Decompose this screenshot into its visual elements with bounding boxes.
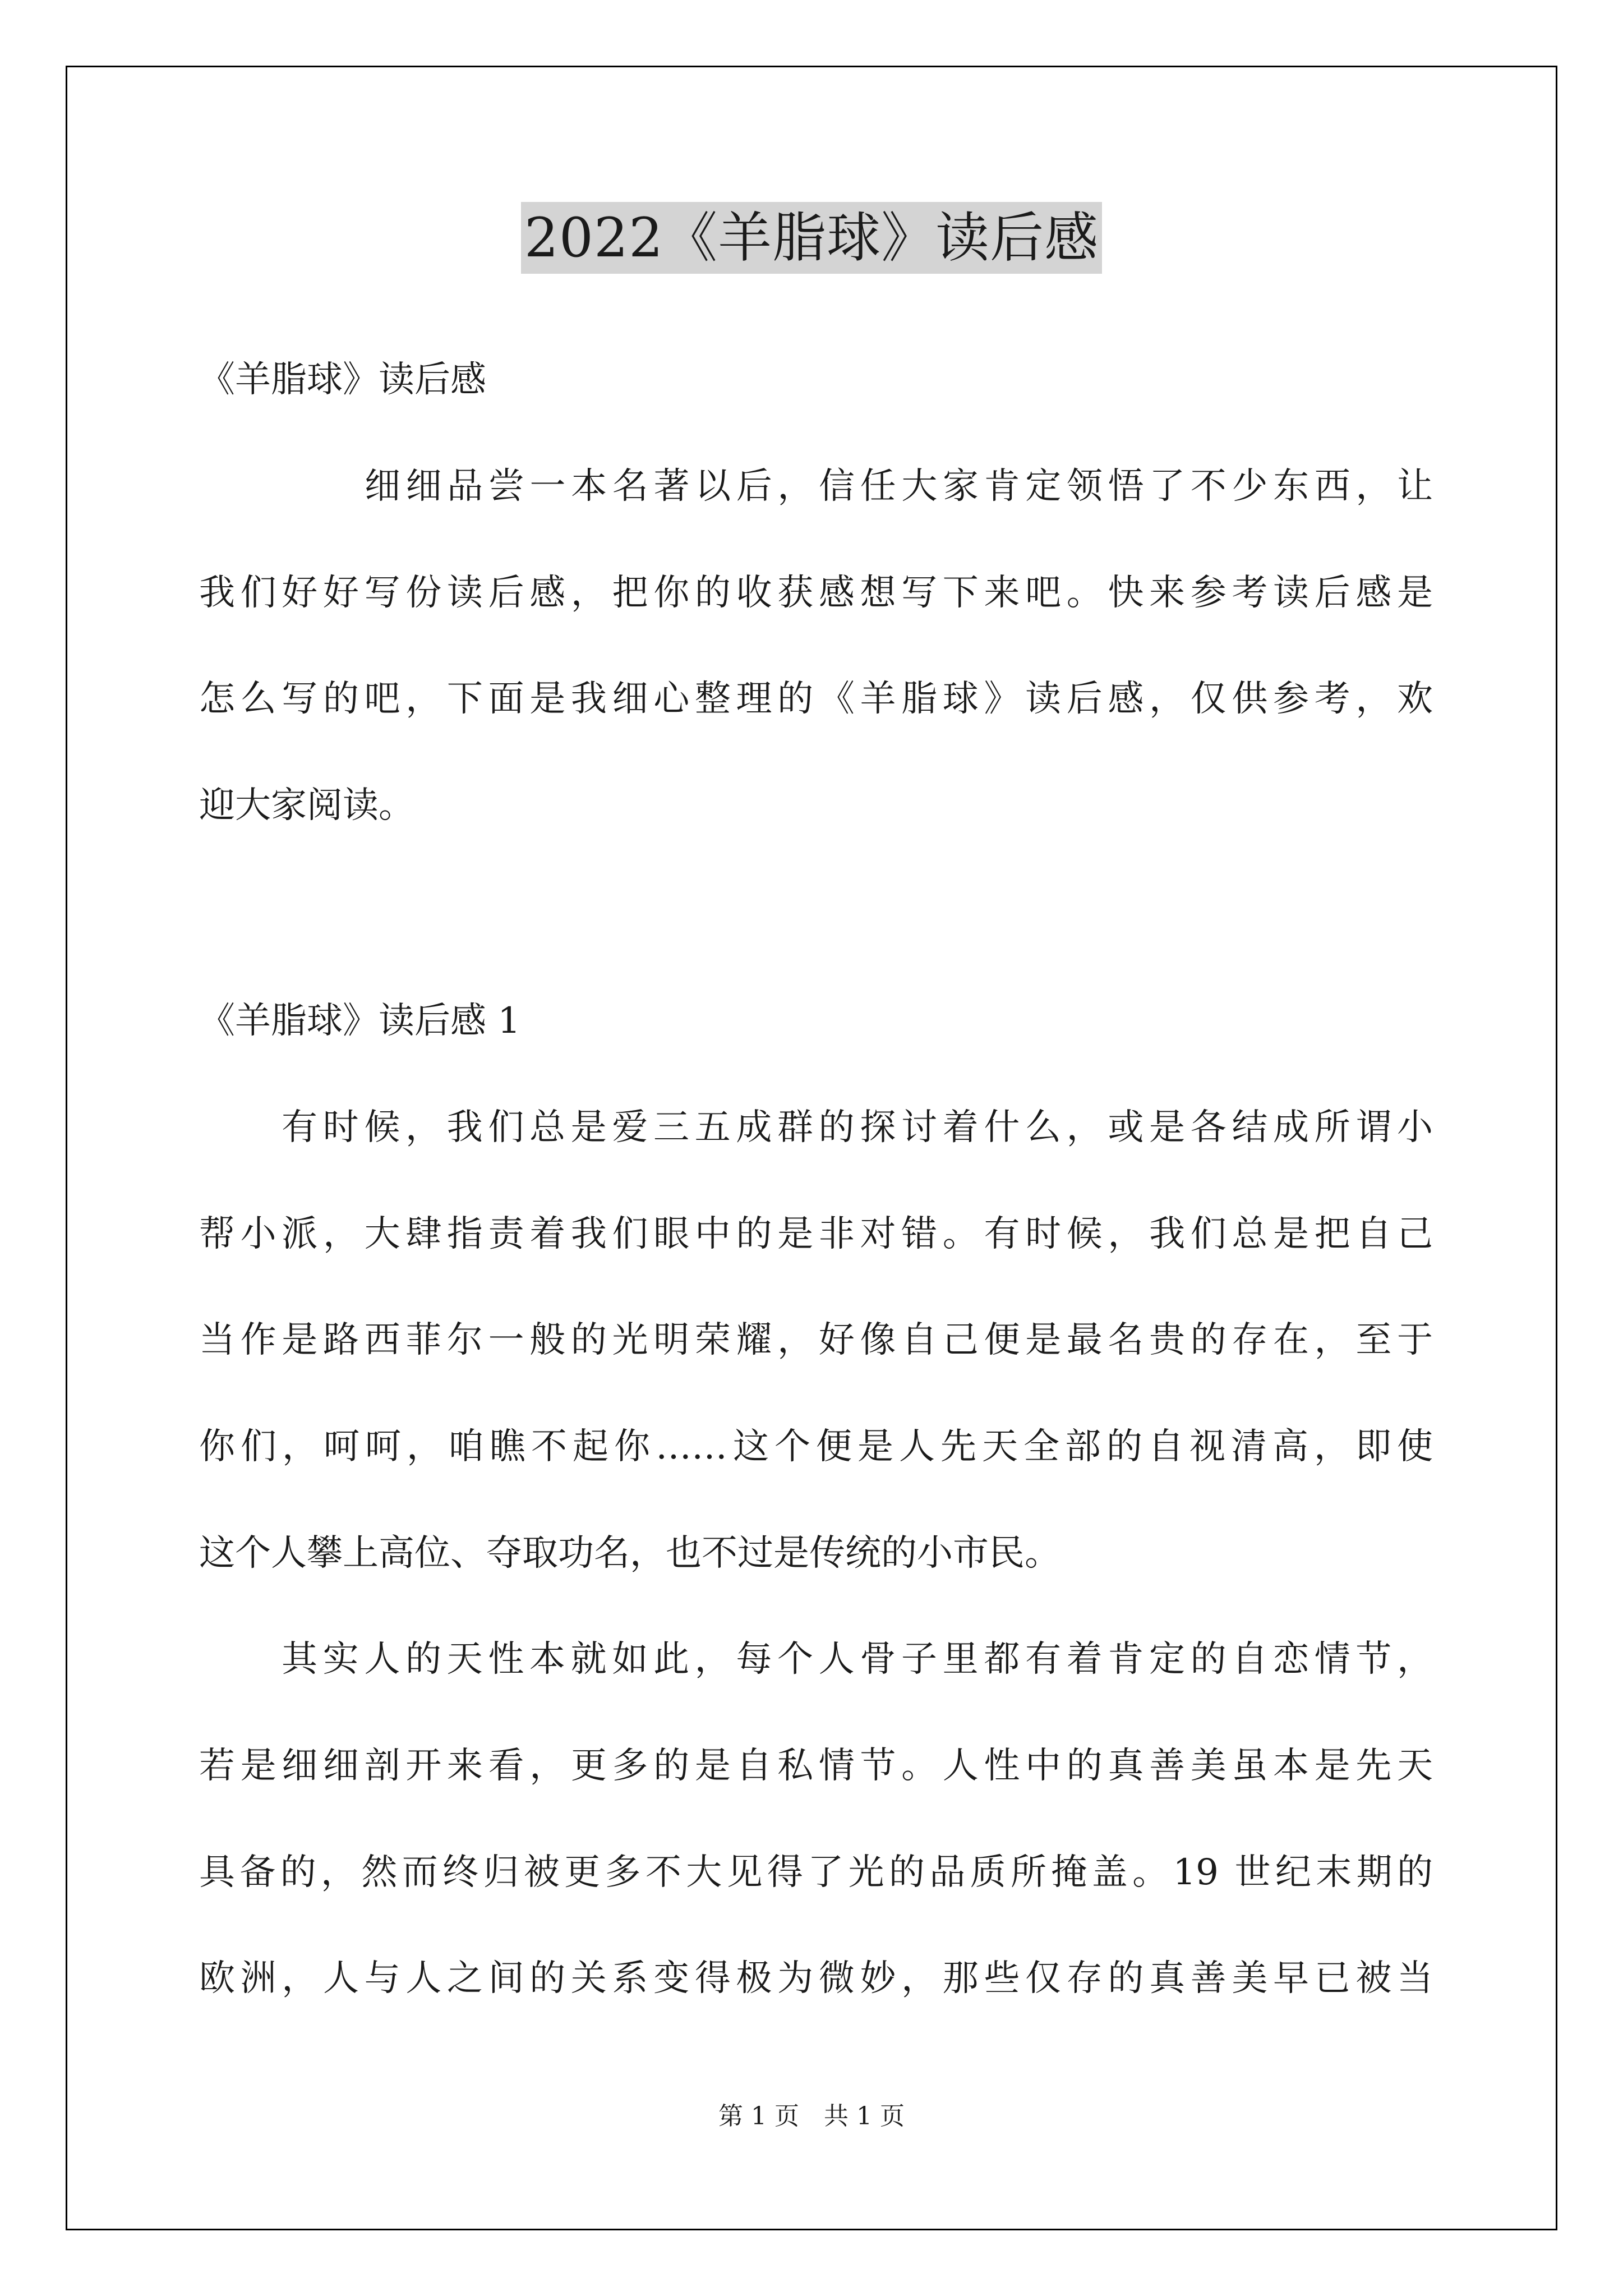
intro-line-4: 迎大家阅读。 [199,785,414,826]
para2-line-2: 若是细细剖开来看，更多的是自私情节。人性中的真善美虽本是先天 [199,1745,1433,1787]
para2-line-1: 其实人的天性本就如此，每个人骨子里都有着肯定的自恋情节， [282,1639,1433,1680]
para1-line-3: 当作是路西菲尔一般的光明荣耀，好像自己便是最名贵的存在，至于 [199,1319,1433,1361]
document-title: 2022《羊脂球》读后感 [521,202,1102,274]
para1-line-4: 你们，呵呵，咱瞧不起你……这个便是人先天全部的自视清高，即使 [199,1426,1433,1467]
section-heading-1: 《羊脂球》读后感 1 [199,1000,521,1042]
title-container [0,202,1623,274]
para2-line-3: 具备的，然而终归被更多不大见得了光的品质所掩盖。19 世纪末期的 [199,1852,1433,1893]
page-footer: 第 1 页 共 1 页 [718,2102,905,2131]
para1-line-1: 有时候，我们总是爱三五成群的探讨着什么，或是各结成所谓小 [282,1107,1433,1148]
intro-line-3: 怎么写的吧，下面是我细心整理的《羊脂球》读后感，仅供参考，欢 [199,678,1433,720]
para2-line-4: 欧洲，人与人之间的关系变得极为微妙，那些仅存的真善美早已被当 [199,1958,1433,1999]
para1-line-5: 这个人攀上高位、夺取功名，也不过是传统的小市民。 [199,1533,1061,1574]
section-heading-intro: 《羊脂球》读后感 [199,359,486,401]
intro-line-2: 我们好好写份读后感，把你的收获感想写下来吧。快来参考读后感是 [199,572,1433,614]
para1-line-2: 帮小派，大肆指责着我们眼中的是非对错。有时候，我们总是把自己 [199,1213,1433,1255]
intro-line-1: 细细品尝一本名著以后，信任大家肯定领悟了不少东西，让 [365,466,1433,507]
